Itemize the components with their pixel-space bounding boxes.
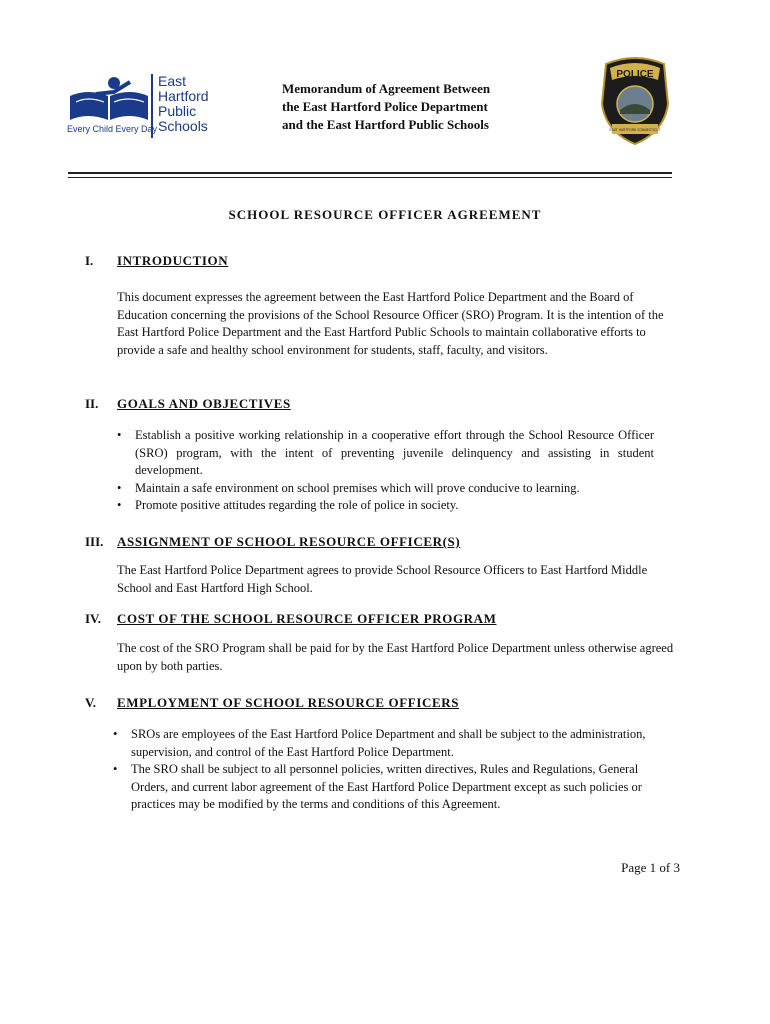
section-5-heading: EMPLOYMENT OF SCHOOL RESOURCE OFFICERS bbox=[117, 695, 460, 710]
memo-line-3: and the East Hartford Public Schools bbox=[282, 117, 489, 132]
section-2-heading: GOALS AND OBJECTIVES bbox=[117, 396, 291, 411]
section-1-paragraph: This document expresses the agreement between the East Hartford Police Department and the Board of Education concerning the provisions of the School Resource Officer (SRO) Program. It is the intention of the East Hartford Police Department and the East Hartford Public Schools to maintain collaborative efforts to provide a safe and healthy school environment for students, staff, faculty, and visitors. bbox=[117, 290, 664, 357]
header-rule-bottom bbox=[68, 177, 672, 178]
logo-line-4: Schools bbox=[158, 118, 208, 134]
school-logo-icon bbox=[68, 74, 150, 124]
section-2-numeral: II. bbox=[85, 396, 99, 411]
badge-top-text: POLICE bbox=[616, 69, 654, 80]
section-3-heading: ASSIGNMENT OF SCHOOL RESOURCE OFFICER(S) bbox=[117, 534, 461, 549]
police-badge-icon bbox=[598, 54, 672, 146]
section-5-bullet-list bbox=[113, 726, 658, 814]
school-logo-wordmark bbox=[158, 74, 209, 134]
logo-line-2: Hartford bbox=[158, 88, 209, 104]
memo-line-1: Memorandum of Agreement Between bbox=[282, 81, 491, 96]
section-3-numeral: III. bbox=[85, 534, 104, 549]
section-3-paragraph: The East Hartford Police Department agrees to provide School Resource Officers to East Hartford Middle School and East Hartford High School. bbox=[117, 563, 648, 595]
page-number: Page 1 of 3 bbox=[621, 860, 680, 875]
memo-line-2: the East Hartford Police Department bbox=[282, 99, 488, 114]
logo-line-3: Public bbox=[158, 103, 197, 119]
memo-header bbox=[282, 80, 490, 134]
list-item: • The SRO shall be subject to all personnel policies, written directives, Rules and Regulations, General Orders, and current labor agreement of the East Hartford Police Department except as such policies or practices may be modified by the terms and conditions of this Agreement. bbox=[113, 761, 658, 814]
list-item: • Establish a positive working relationship in a cooperative effort through the School Resource Officer (SRO) program, with the intent of preventing juvenile delinquency and assisting in student development. bbox=[117, 427, 654, 480]
section-1-numeral: I. bbox=[85, 253, 94, 268]
logo-line-1: East bbox=[158, 73, 187, 89]
section-2-bullet-list bbox=[117, 427, 654, 515]
section-4-numeral: IV. bbox=[85, 611, 102, 626]
header-rule-top bbox=[68, 172, 672, 174]
section-5-numeral: V. bbox=[85, 695, 96, 710]
badge-bottom-text: EAST HARTFORD CONNECTICUT bbox=[609, 128, 661, 132]
section-1-heading: INTRODUCTION bbox=[117, 253, 229, 268]
section-4-paragraph: The cost of the SRO Program shall be paid for by the East Hartford Police Department unless otherwise agreed upon by both parties. bbox=[117, 641, 674, 673]
logo-tagline: Every Child Every Day bbox=[67, 124, 158, 134]
document-title: SCHOOL RESOURCE OFFICER AGREEMENT bbox=[228, 207, 542, 222]
section-4-heading: COST OF THE SCHOOL RESOURCE OFFICER PROGRAM bbox=[117, 611, 497, 626]
list-item: • Promote positive attitudes regarding the role of police in society. bbox=[117, 497, 654, 515]
list-item: • SROs are employees of the East Hartford Police Department and shall be subject to the administration, supervision, and control of the East Hartford Police Department. bbox=[113, 726, 658, 761]
list-item: • Maintain a safe environment on school premises which will prove conducive to learning. bbox=[117, 480, 654, 498]
